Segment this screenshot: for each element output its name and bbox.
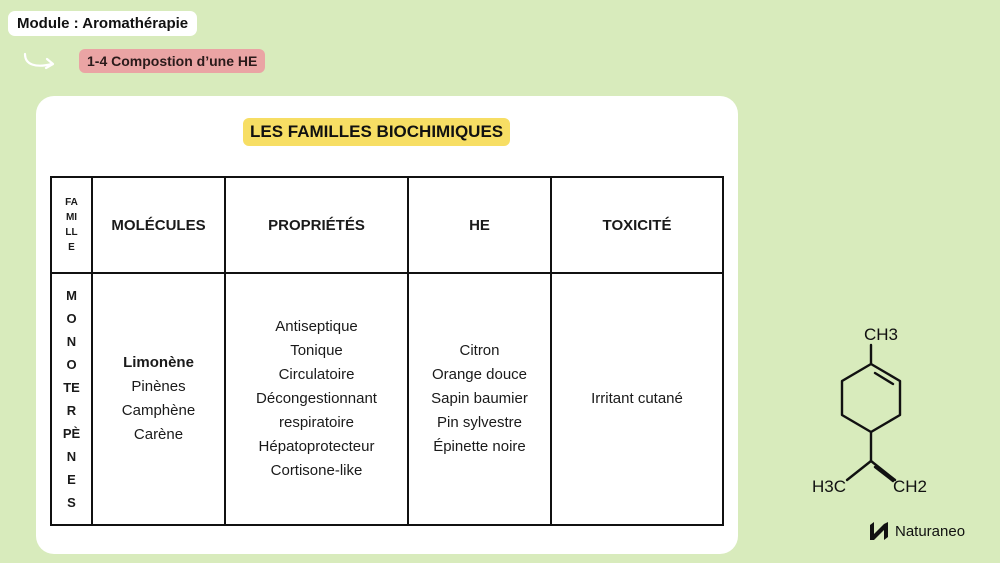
he-cell: Citron Orange douce Sapin baumier Pin sylvestre Épinette noire [408, 273, 551, 525]
brand-name: Naturaneo [895, 522, 966, 540]
card-title: LES FAMILLES BIOCHIMIQUES [243, 118, 510, 146]
column-header-proprietes: PROPRIÉTÉS [225, 177, 408, 273]
proprietes-cell: Antiseptique Tonique Circulatoire Décongestionnant respiratoire Hépatoprotecteur Cortisone-like [225, 273, 408, 525]
column-header-toxicite: TOXICITÉ [551, 177, 723, 273]
table-header-row [51, 177, 723, 273]
curved-arrow-icon [22, 49, 62, 73]
biochemical-families-table [50, 176, 724, 526]
limonene-structure [800, 318, 950, 503]
brand [866, 519, 965, 543]
molecule-right-label: CH2 [893, 477, 928, 496]
molecule-left-label: H3C [812, 477, 847, 496]
table-row [51, 273, 723, 525]
toxicite-cell: Irritant cutané [551, 273, 723, 525]
module-label: Module : Aromathérapie [8, 11, 197, 36]
column-header-he: HE [408, 177, 551, 273]
column-header-famille: FA MI LL E [51, 177, 92, 273]
column-header-molecules: MOLÉCULES [92, 177, 225, 273]
naturaneo-logo-icon [866, 519, 890, 543]
section-label: 1-4 Compostion d’une HE [79, 49, 265, 73]
molecule-top-label: CH3 [864, 325, 899, 344]
famille-cell: M O N O TE R PÈ N E S [51, 273, 92, 525]
molecules-cell: Limonène Pinènes Camphène Carène [92, 273, 225, 525]
